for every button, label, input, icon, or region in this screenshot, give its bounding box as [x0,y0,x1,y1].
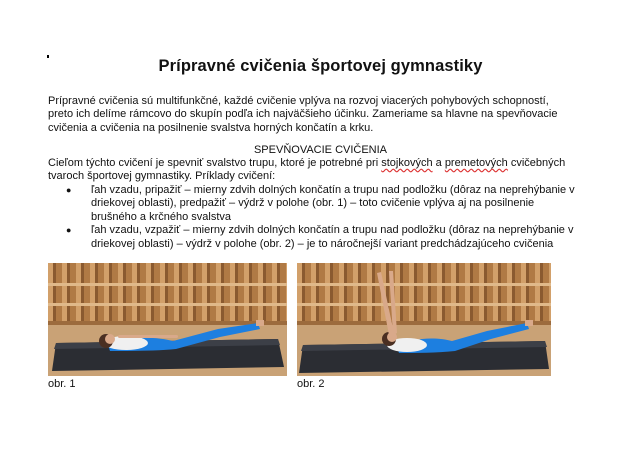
spellcheck-word: stojkových [381,157,433,169]
intro-line: cvičenia a cvičenia na posilnenie svalstva horných končatín a krku. [48,121,374,134]
figure-2-photo [297,263,551,376]
intro-paragraph [48,95,578,135]
list-item-line: driekovej oblasti) – výdrž v polohe (obr. 2) – je to náročnejší variant predchádzajúceho cvičenia [91,237,554,250]
list-item [48,184,578,224]
gym-photo-2 [297,263,551,376]
lead-line-1 [48,157,578,170]
list-item [48,224,578,251]
intro-line: preto ich delíme rámcovo do skupín podľa ich najväčšieho účinku. Zameriame sa hlavne na spevňovacie [48,108,558,121]
page-title: Prípravné cvičenia športovej gymnastiky [158,57,483,75]
section-heading: SPEVŇOVACIE CVIČENIA [253,144,388,156]
lead-paragraph [48,157,578,184]
lead-text: cvičebných [507,157,566,169]
gym-photo-1 [48,263,287,376]
lead-text: a [432,157,445,169]
bullet-icon: ● [66,225,72,236]
list-item-line: ľah vzadu, vzpažiť – mierny zdvih dolných končatín a trupu nad podložku (dôraz na neprehýbanie v [91,224,574,237]
bullet-icon: ● [66,185,72,195]
intro-line: Prípravné cvičenia sú multifunkčné, každé cvičenie vplýva na rozvoj viacerých pohybových schopností, [48,95,549,107]
lead-text: Cieľom týchto cvičení je spevniť svalstvo trupu, ktoré je potrebné pri [48,157,382,169]
list-item-line: ľah vzadu, pripažiť – mierny zdvih dolných končatín a trupu nad podložku (dôraz na neprehýbanie v [91,184,575,196]
exercise-list [48,184,578,251]
list-item-line: brušného a krčného svalstva [91,210,232,223]
spellcheck-word: premetových [444,157,508,169]
list-item-line: driekovej oblasti), predpažiť – výdrž v polohe (obr. 1) – toto cvičenie vplýva aj na posilnenie [91,197,535,210]
figure-1-caption: obr. 1 [48,378,76,390]
lead-line-2: tvaroch športovej gymnastiky. Príklady cvičení: [48,170,276,183]
figure-1-photo [48,263,287,376]
figure-2-caption: obr. 2 [297,378,325,390]
